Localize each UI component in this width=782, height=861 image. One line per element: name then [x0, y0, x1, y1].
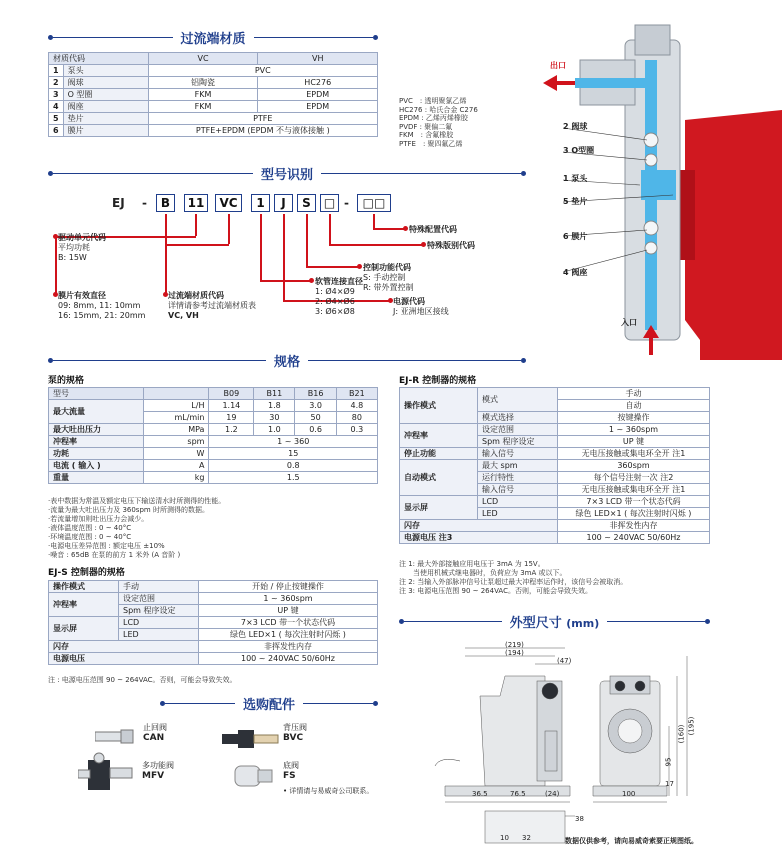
control-note-title: 控制功能代码 [363, 263, 411, 272]
accessory-en: MFV [142, 771, 165, 781]
diaphragm-note-title: 膜片有效直径 [58, 291, 106, 300]
spec-sub: 模式 [478, 388, 558, 412]
table-row [49, 581, 378, 593]
ejs-spec-title: EJ-S 控制器的规格 [48, 568, 125, 578]
foot-valve-icon [230, 758, 275, 793]
note-line: ·表中数据为常温及额定电压下输送清水时所测得的性能。 [48, 497, 226, 505]
part-name: 泵头 [63, 65, 148, 77]
table-row [49, 460, 378, 472]
spec-sub: LED [119, 629, 199, 641]
table-row [49, 400, 378, 412]
spec-value: 绿色 LED×1 ( 每次注射时闪烁 ) [558, 508, 710, 520]
diagram-label-oring: 3 O型圈 [563, 146, 595, 155]
material-value: PVC [148, 65, 377, 77]
pump-spec-notes [48, 497, 225, 560]
spec-label: 重量 [49, 472, 144, 484]
row-number: 1 [49, 65, 64, 77]
material-vc: FKM [148, 101, 258, 113]
note-line: 当使用机械式继电器时，负荷应为 3mA 或以下。 [399, 569, 567, 577]
material-legend [399, 97, 478, 148]
spec-value: 无电压接触或集电环全开 注1 [558, 484, 710, 496]
ejs-note: 注 : 电源电压范围 90 ~ 264VAC。否则，可能会导致失效。 [48, 676, 237, 684]
diagram-label-seat: 4 阀座 [563, 268, 588, 277]
spec-value: 50 [295, 412, 336, 424]
ejr-spec-title: EJ-R 控制器的规格 [399, 376, 477, 386]
spec-label: 停止功能 [400, 448, 478, 460]
spec-value: 无电压接触或集电环全开 注1 [558, 448, 710, 460]
code-series: EJ [112, 196, 125, 210]
spec-sub: 运行特性 [478, 472, 558, 484]
specs-title: 规格 [274, 354, 301, 370]
spec-sub: LCD [119, 617, 199, 629]
inlet-label: 入口 [621, 318, 637, 327]
table-row [400, 448, 710, 460]
drive-note [58, 233, 106, 263]
table-row [49, 653, 378, 665]
spec-value: 自动 [558, 400, 710, 412]
diaphragm-note [58, 291, 145, 321]
table-row [400, 388, 710, 400]
spec-sub: LED [478, 508, 558, 520]
hose-note [315, 277, 363, 317]
control-note-line: S: 手动控制 [363, 273, 406, 282]
material-note-line: 详情请参考过流端材质表 [168, 301, 256, 310]
dim-label: (24) [545, 790, 560, 798]
part-name: 阀座 [63, 101, 148, 113]
spec-label: 闪存 [400, 520, 558, 532]
special-version-note [427, 241, 475, 251]
back-pressure-valve-icon [222, 722, 280, 754]
accessories-title: 选购配件 [243, 697, 296, 713]
spec-value: 1.14 [209, 400, 254, 412]
power-note [393, 297, 449, 317]
power-note-title: 电源代码 [393, 297, 425, 306]
dims-title [502, 612, 608, 631]
spec-value: 0.6 [295, 424, 336, 436]
drive-note-line: B: 15W [58, 253, 87, 262]
spec-label: 电流 ( 输入 ) [49, 460, 144, 472]
note-line: ·流量为最大吐出压力及 360spm 时所测得的数据。 [48, 506, 209, 514]
spec-value: 7×3 LCD 带一个状态代码 [199, 617, 378, 629]
spec-value: 1 ~ 360spm [199, 593, 378, 605]
code-power: J [274, 194, 293, 212]
spec-label: 自动模式 [400, 460, 478, 496]
spec-value: 1.0 [254, 424, 295, 436]
spec-value: 非挥发性内存 [199, 641, 378, 653]
model-title: 型号识别 [261, 167, 314, 183]
spec-value: 3.0 [295, 400, 336, 412]
spec-sub: 设定范围 [478, 424, 558, 436]
spec-label: 最大流量 [49, 400, 144, 424]
part-name: 膜片 [63, 125, 148, 137]
row-number: 2 [49, 77, 64, 89]
legend-line: PVC : 透明聚氯乙烯 [399, 97, 467, 105]
header-cell: B21 [336, 388, 377, 400]
dim-label: 95 [664, 757, 673, 767]
hose-note-title: 软管连接直径 [315, 277, 363, 286]
dims-note: 数据仅供参考，请向易威奇索要正规图纸。 [565, 837, 698, 845]
dim-label: 17 [665, 780, 674, 788]
material-note-title: 过流端材质代码 [168, 291, 224, 300]
drive-note-line: 平均功耗 [58, 243, 90, 252]
spec-value: UP 键 [558, 436, 710, 448]
spec-unit: W [144, 448, 209, 460]
part-name: O 型圈 [63, 89, 148, 101]
row-number: 6 [49, 125, 64, 137]
material-vc: FKM [148, 89, 258, 101]
check-valve-icon [95, 722, 135, 752]
specs-section-title [48, 351, 526, 369]
table-row [49, 448, 378, 460]
dim-label: 38 [575, 815, 584, 823]
header-cell: B09 [209, 388, 254, 400]
spec-sub: 设定范围 [119, 593, 199, 605]
spec-label: 显示屏 [400, 496, 478, 520]
spec-value: 1.8 [254, 400, 295, 412]
spec-value: 按键操作 [558, 412, 710, 424]
accessory-en: CAN [143, 733, 165, 743]
legend-line: PVDF : 聚偏二氟 [399, 122, 453, 131]
accessory-en: FS [283, 771, 296, 781]
accessory-cn: 底阀 [283, 761, 299, 770]
materials-table [48, 52, 378, 137]
legend-line: FKM : 含氟橡胶 [399, 131, 454, 139]
table-row [49, 436, 378, 448]
dim-label: (47) [557, 657, 572, 665]
note-line: 注 2: 当输入外部脉冲信号让泵超过最大冲程率运作时，该信号会被取消。 [399, 578, 628, 586]
note-line: ·噪音 : 65dB 在泵的前方 1 米外 (A 音阶 ) [48, 551, 181, 559]
multifunction-valve-icon [78, 752, 138, 797]
special-config-title: 特殊配置代码 [409, 225, 457, 234]
code-control: S [297, 194, 316, 212]
spec-label: 电源电压 注3 [400, 532, 558, 544]
diagram-label-diaphragm: 6 膜片 [563, 232, 588, 241]
pump-spec-title: 泵的规格 [48, 376, 85, 386]
spec-value: 非挥发性内存 [558, 520, 710, 532]
spec-value: 30 [254, 412, 295, 424]
code-diaphragm: 11 [184, 194, 208, 212]
material-value: PTFE [148, 113, 377, 125]
spec-value: 100 ~ 240VAC 50/60Hz [199, 653, 378, 665]
spec-label: 操作模式 [49, 581, 119, 593]
table-row [49, 617, 378, 629]
table-row [400, 424, 710, 436]
table-row [49, 593, 378, 605]
spec-value: 100 ~ 240VAC 50/60Hz [558, 532, 710, 544]
spec-value: 15 [209, 448, 378, 460]
spec-value: 7×3 LCD 带一个状态代码 [558, 496, 710, 508]
header-cell: 型号 [49, 388, 144, 400]
dims-unit: (mm) [566, 616, 600, 630]
spec-value: 19 [209, 412, 254, 424]
material-vh: EPDM [258, 89, 378, 101]
diagram-label-head: 1 泵头 [563, 174, 588, 183]
diagram-label-gasket: 5 垫片 [563, 197, 588, 206]
dim-label: 32 [522, 834, 531, 842]
code-drive: B [156, 194, 175, 212]
materials-header-code: 材质代码 [49, 53, 149, 65]
spec-label: 显示屏 [49, 617, 119, 641]
note-line: ·环境温度范围 : 0 ~ 40°C [48, 533, 132, 541]
spec-sub: 手动 [119, 581, 199, 593]
spec-value: 0.8 [209, 460, 378, 472]
spec-value: 每个信号注射一次 注2 [558, 472, 710, 484]
spec-sub: Spm 程序设定 [119, 605, 199, 617]
spec-value: 1.5 [209, 472, 378, 484]
diaphragm-note-line: 16: 15mm, 21: 20mm [58, 311, 146, 320]
material-note-line: VC, VH [168, 311, 199, 320]
pump-body-shape [685, 110, 782, 360]
table-row [49, 388, 378, 400]
dim-label: 100 [622, 790, 636, 798]
accessory-mfv [142, 761, 174, 781]
table-row [49, 89, 378, 101]
material-note [168, 291, 256, 321]
spec-value: 0.3 [336, 424, 377, 436]
special-config-note [409, 225, 457, 235]
spec-value: 开始 / 停止按键操作 [199, 581, 378, 593]
diagram-label-ball: 2 阀球 [563, 122, 588, 131]
table-row [49, 641, 378, 653]
legend-line: PTFE : 聚四氟乙烯 [399, 139, 463, 148]
note-line: ·电源电压差异范围 : 额定电压 ±10% [48, 542, 165, 550]
spec-label: 冲程率 [49, 436, 144, 448]
legend-line: EPDM : 乙烯丙烯橡胶 [399, 114, 468, 122]
dim-label: 36.5 [472, 790, 488, 798]
dim-label: (194) [505, 649, 524, 657]
table-row [49, 77, 378, 89]
spec-label: 冲程率 [400, 424, 478, 448]
hose-note-line: 3: Ø6×Ø8 [315, 307, 355, 316]
row-number: 5 [49, 113, 64, 125]
dims-section-title [399, 612, 710, 630]
spec-value: 80 [336, 412, 377, 424]
spec-unit: MPa [144, 424, 209, 436]
code-hose: 1 [251, 194, 270, 212]
table-row [400, 520, 710, 532]
drive-note-title: 驱动单元代码 [58, 233, 106, 242]
spec-value: 360spm [558, 460, 710, 472]
dims-title-text: 外型尺寸 [509, 615, 562, 631]
code-special-config: □□ [357, 194, 391, 212]
ejr-notes [399, 560, 627, 596]
table-row [400, 496, 710, 508]
table-row [400, 532, 710, 544]
code-dash: - [142, 196, 147, 210]
table-row [400, 460, 710, 472]
accessory-cn: 多功能阀 [142, 761, 174, 770]
table-row [49, 113, 378, 125]
part-name: 垫片 [63, 113, 148, 125]
code-dash: - [344, 196, 349, 210]
table-row [49, 424, 378, 436]
spec-label: 操作模式 [400, 388, 478, 424]
table-row [49, 101, 378, 113]
power-note-line: J: 亚洲地区接线 [393, 307, 449, 316]
header-cell: B11 [254, 388, 295, 400]
model-section-title [48, 164, 526, 182]
header-cell [144, 388, 209, 400]
dim-label: (160) [677, 724, 686, 744]
note-line: 注 3: 电源电压范围 90 ~ 264VAC。否则，可能会导致失效。 [399, 587, 592, 595]
spec-unit: L/H [144, 400, 209, 412]
accessories-section-title [160, 694, 378, 712]
ejs-spec-table [48, 580, 378, 665]
spec-unit: spm [144, 436, 209, 448]
table-row [49, 125, 378, 137]
material-value: PTFE+EPDM (EPDM 不与液体接触 ) [148, 125, 377, 137]
spec-label: 电源电压 [49, 653, 199, 665]
spec-unit: mL/min [144, 412, 209, 424]
header-cell: B16 [295, 388, 336, 400]
spec-label: 冲程率 [49, 593, 119, 617]
material-vh: HC276 [258, 77, 378, 89]
part-name: 阀球 [63, 77, 148, 89]
dim-label: (195) [687, 716, 696, 736]
spec-unit: kg [144, 472, 209, 484]
material-vc: 铝陶瓷 [148, 77, 258, 89]
spec-value: 1 ~ 360 [209, 436, 378, 448]
materials-title: 过流端材质 [180, 31, 246, 47]
dim-label: (219) [505, 641, 524, 649]
dimension-drawing [425, 636, 715, 846]
code-special-version: □ [320, 194, 339, 212]
accessory-can [143, 723, 167, 743]
spec-unit: A [144, 460, 209, 472]
control-note [363, 263, 414, 293]
code-material: VC [215, 194, 242, 212]
spec-label: 闪存 [49, 641, 199, 653]
spec-value: 1 ~ 360spm [558, 424, 710, 436]
row-number: 4 [49, 101, 64, 113]
spec-sub: LCD [478, 496, 558, 508]
material-vh: EPDM [258, 101, 378, 113]
spec-value: 绿色 LED×1 ( 每次注射时闪烁 ) [199, 629, 378, 641]
spec-value: 4.8 [336, 400, 377, 412]
spec-sub: 最大 spm [478, 460, 558, 472]
accessories-note: • 详情请与易威奇公司联系。 [283, 787, 374, 795]
spec-sub: Spm 程序设定 [478, 436, 558, 448]
accessory-cn: 背压阀 [283, 723, 307, 732]
note-line: 注 1: 最大外部接触应用电压于 3mA 为 15V。 [399, 560, 545, 568]
materials-header-vc: VC [148, 53, 258, 65]
spec-value: 1.2 [209, 424, 254, 436]
materials-header-vh: VH [258, 53, 378, 65]
pump-spec-table [48, 387, 378, 484]
hose-note-line: 2: Ø4×Ø6 [315, 297, 355, 306]
spec-value: UP 键 [199, 605, 378, 617]
outlet-label: 出口 [550, 61, 566, 70]
table-row [49, 472, 378, 484]
accessory-bvc [283, 723, 307, 743]
table-row [49, 65, 378, 77]
spec-sub: 输入信号 [478, 484, 558, 496]
dim-label: 10 [500, 834, 509, 842]
spec-sub: 模式选择 [478, 412, 558, 424]
ejr-spec-table [399, 387, 710, 544]
accessory-cn: 止回阀 [143, 723, 167, 732]
dim-label: 76.5 [510, 790, 526, 798]
legend-line: HC276 : 哈氏合金 C276 [399, 105, 478, 114]
accessory-fs [283, 761, 299, 781]
spec-value: 手动 [558, 388, 710, 400]
hose-note-line: 1: Ø4×Ø9 [315, 287, 355, 296]
diaphragm-note-line: 09: 8mm, 11: 10mm [58, 301, 141, 310]
special-version-title: 特殊版别代码 [427, 241, 475, 250]
spec-label: 功耗 [49, 448, 144, 460]
table-row [49, 53, 378, 65]
note-line: ·液体温度范围 : 0 ~ 40°C [48, 524, 132, 532]
spec-sub: 输入信号 [478, 448, 558, 460]
spec-label: 最大吐出压力 [49, 424, 144, 436]
pump-head-cross-section [535, 20, 782, 360]
accessory-en: BVC [283, 733, 304, 743]
materials-section-title [48, 28, 378, 46]
row-number: 3 [49, 89, 64, 101]
outlet-arrow-icon [543, 75, 557, 91]
control-note-line: R: 带外置控制 [363, 283, 414, 292]
note-line: ·若流量增加则吐出压力会减少。 [48, 515, 149, 523]
